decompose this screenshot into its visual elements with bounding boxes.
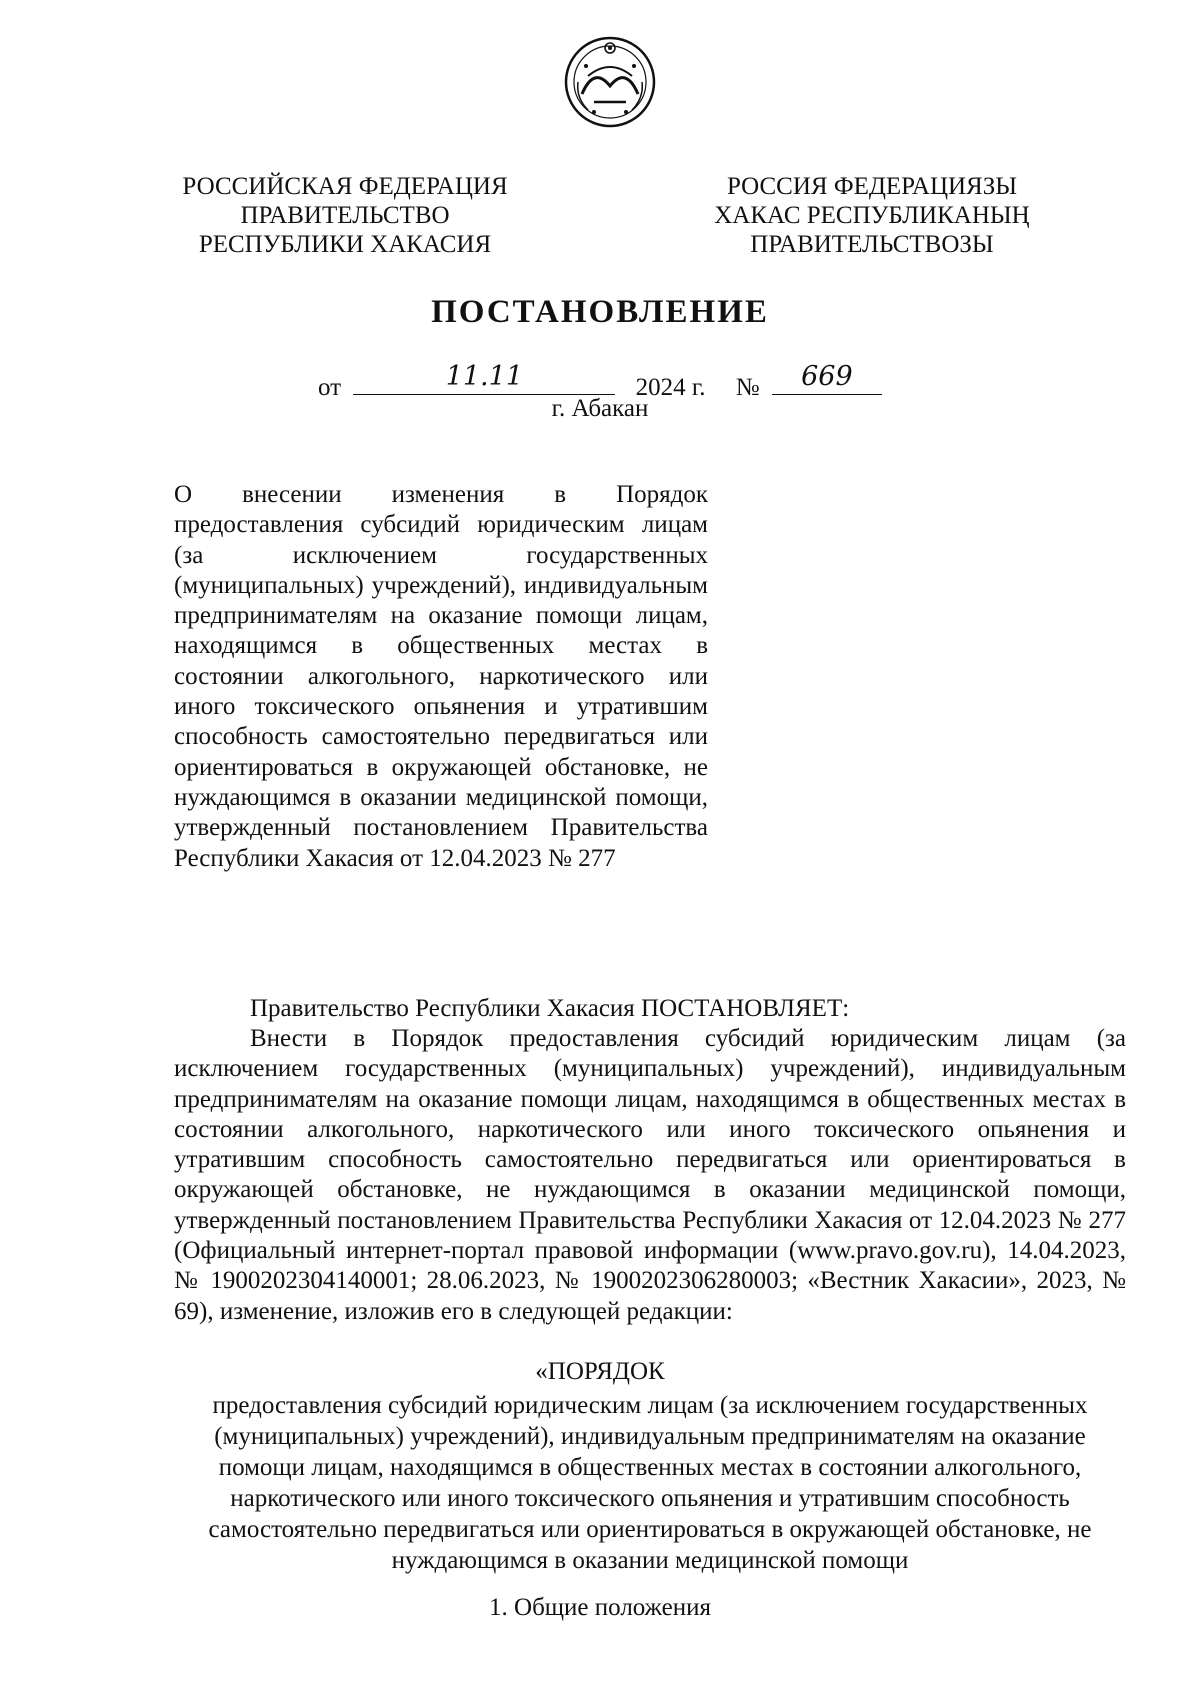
date-prefix: от [318,374,342,401]
header-right-line: РОССИЯ ФЕДЕРАЦИЯЗЫ [726,173,1018,200]
order-title: «ПОРЯДОК [535,1358,665,1385]
city: г. Абакан [551,395,649,422]
date-field [353,361,615,395]
date-handwritten: 11.11 [445,361,523,392]
number-field [772,361,882,395]
header-left [180,172,510,259]
date-year: 2024 г. [635,374,706,401]
khakassia-coat-of-arms-icon [564,36,656,128]
header-right [702,172,1042,259]
main-paragraph: Внести в Порядок предоставления субсидий юридическим лицам (за исключением государственных (муниципальных) учреждений), индивидуальным предпринимателям на оказание помощи лицам, находящимся в общественных местах в состоянии алкогольного, наркотического или иного токсического опьянения и утратившим способность самостоятельно передвигаться или ориентироваться в окружающей обстановке, не нуждающимся в оказании медицинской помощи, утвержденный постановлением Правительства Республики Хакасия от 12.04.2023 № 277 (Официальный интернет-портал правовой информации (www.pravo.gov.ru), 14.04.2023, № 1900202304140001; 28.06.2023, № 1900202306280003; «Вестник Хакасии», 2023, № 69), изменение, изложив его в следующей редакции: [174,1025,1126,1325]
section-heading: 1. Общие положения [489,1594,711,1621]
subject-paragraph: О внесении изменения в Порядок предоставления субсидий юридическим лицам (за исключением государственных (муниципальных) учреждений), индивидуальным предпринимателям на оказание помощи лицам, находящимся в общественных местах в состоянии алкогольного, наркотического или иного токсического опьянения и утратившим способность самостоятельно передвигаться или ориентироваться в окружающей обстановке, не нуждающимся в оказании медицинской помощи, утвержденный постановлением Правительства Республики Хакасия от 12.04.2023 № 277 [174,481,708,872]
number-sign: № [735,374,760,401]
header-right-line: ХАКАС РЕСПУБЛИКАНЫҢ [714,202,1030,229]
header-left-line: РЕСПУБЛИКИ ХАКАСИЯ [198,231,492,258]
document-title: ПОСТАНОВЛЕНИЕ [431,294,769,330]
order-subtitle: предоставления субсидий юридическим лицам (за исключением государственных (муниципальных) учреждений), индивидуальным предпринимателям на оказание помощи лицам, находящимся в общественных местах в состоянии алкогольного, наркотического или иного токсического опьянения и утратившим способность самостоятельно передвигаться или ориентироваться в окружающей обстановке, не нуждающимся в оказании медицинской помощи [208,1392,1092,1574]
header-left-line: ПРАВИТЕЛЬСТВО [240,202,450,229]
number-handwritten: 669 [801,361,853,392]
header-right-line: ПРАВИТЕЛЬСТВОЗЫ [750,231,994,258]
header-left-line: РОССИЙСКАЯ ФЕДЕРАЦИЯ [182,173,508,200]
intro-paragraph: Правительство Республики Хакасия ПОСТАНОВЛЯЕТ: [250,995,850,1022]
